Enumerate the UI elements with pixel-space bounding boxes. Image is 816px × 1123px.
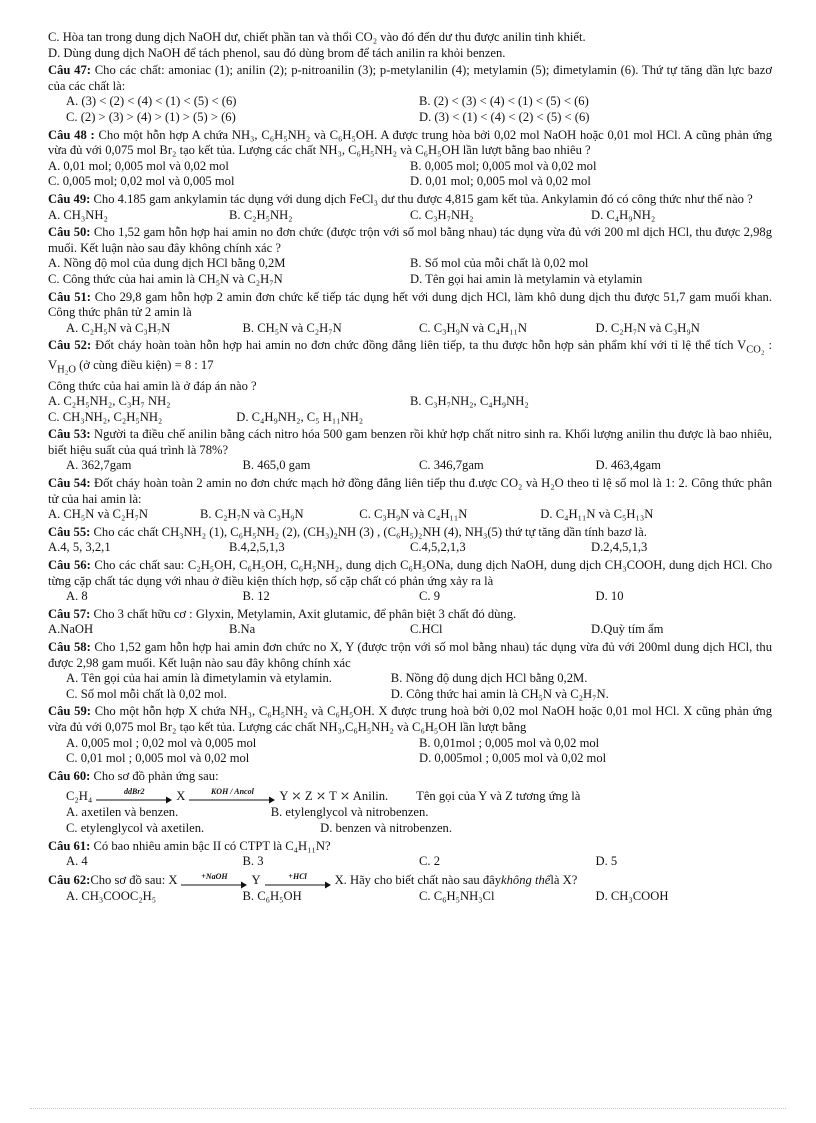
answer-b: B. 12	[242, 589, 270, 604]
answer-b: B. 3	[242, 854, 264, 869]
reaction-arrow	[189, 787, 275, 804]
question-text: Người ta điều chế anilin bằng cách nitro hóa 500 gam benzen rồi khử hợp chất nitro sinh ra. Khối lượng anilin thu được là bao nhiêu, biết hiệu suất của quá trình là 78%?	[48, 427, 773, 457]
question-text: Cho các chất sau: C₂H₅OH, C₆H₅OH, C₆H₅NH₂, dung dịch C₆H₅ONa, dung dịch NaOH, dung dịch CH₃COOH, dung dịch HCl. Cho từng cặp chất tác dụng với nhau ở điều kiện thích hợp, số cặp chất có phản ứng xảy ra là	[48, 558, 772, 588]
answer-row	[48, 394, 772, 410]
question-label: Câu 52:	[48, 338, 92, 353]
reaction-arrow	[96, 787, 172, 804]
answer-row	[48, 110, 772, 126]
answer-d: D. Công thức hai amin là CH₅N và C₂H₇N.	[390, 686, 609, 701]
answer-d: D. 10	[595, 589, 624, 604]
question-label: Câu 59:	[48, 704, 91, 719]
answer-row	[48, 671, 772, 687]
answer-row	[48, 805, 772, 821]
question-48	[48, 128, 772, 159]
answer-row	[48, 159, 772, 175]
arrow-right-icon	[189, 796, 275, 804]
question-label: Câu 48 :	[48, 127, 95, 142]
answer-c: C. Công thức của hai amin là CH₅N và C₂H₇N	[48, 271, 283, 286]
scheme-y: Y	[251, 873, 261, 888]
question-label: Câu 55:	[48, 524, 91, 539]
answer-b: B. etylenglycol và nitrobenzen.	[270, 805, 429, 820]
answer-a: A. C₂H₅N và C₃H₇N	[66, 320, 171, 335]
answer-row	[48, 889, 772, 905]
answer-d: D. C₂H₇N và C₃H₉N	[595, 320, 700, 335]
question-58	[48, 640, 772, 671]
answer-row	[48, 321, 772, 337]
answer-a: A. 0,005 mol ; 0,02 mol và 0,005 mol	[66, 735, 257, 750]
answer-a: A. 0,01 mol; 0,005 mol và 0,02 mol	[48, 158, 229, 173]
question-text: Công thức của hai amin là ở đáp án nào ?	[48, 378, 257, 393]
question-text: Cho 4.185 gam ankylamin tác dụng với dung dịch FeCl₃ dư thu được 4,815 gam kết tủa. Ankylamin đó có công thức như thế nào ?	[90, 191, 753, 206]
question-54	[48, 476, 772, 507]
question-text: Cho các chất CH₃NH₂ (1), C₆H₅NH₂ (2), (CH₃)₂NH (3) , (C₆H₅)₂NH (4), NH₃(5) thứ tự tăng dần tính bazơ là.	[90, 524, 647, 539]
answer-c: C. C₃H₇NH₂	[410, 207, 474, 222]
question-label: Câu 51:	[48, 289, 91, 304]
question-57	[48, 607, 772, 623]
option-text: C. Hòa tan trong dung dịch NaOH dư, chiết phần tan và thổi CO₂ vào đó đến dư thu được anilin tinh khiết.	[48, 30, 586, 44]
question-text: Cho 1,52 gam hỗn hợp hai amin no đơn chức (được trộn với số mol bằng nhau) tác dụng vừa đủ với 200 ml dịch HCl, thu được 2,98g muối. Kết luận nào sau đây không chính xác ?	[48, 225, 772, 255]
answer-a: A. (3) < (2) < (4) < (1) < (5) < (6)	[66, 94, 237, 109]
answer-a: A.NaOH	[48, 622, 94, 637]
answer-row	[48, 736, 772, 752]
answer-a: A. 8	[66, 589, 88, 604]
arrow-label: +HCl	[288, 871, 307, 881]
question-label: Câu 58:	[48, 640, 91, 654]
question-text: Cho các chất: amoniac (1); anilin (2); p-nitroanilin (3); p-metylanilin (4); metylamin (5); đimetylamin (6). Thứ tự tăng dần lực bazơ của các chất là:	[48, 63, 772, 93]
answer-d: D. 0,005mol ; 0,005 mol và 0,02 mol	[419, 751, 607, 766]
answer-b: B. CH₅N và C₂H₇N	[242, 320, 342, 335]
option-text: D. Dùng dung dịch NaOH để tách phenol, sau đó dùng brom để tách anilin ra khỏi benzen.	[48, 45, 506, 60]
reaction-arrow	[265, 872, 331, 889]
question-label: Câu 62:	[48, 873, 91, 888]
answer-c: C. C₆H₅NH₃Cl	[419, 888, 495, 903]
answer-d: D. 5	[595, 854, 618, 869]
answer-c: C. 0,005 mol; 0,02 mol và 0,005 mol	[48, 174, 235, 189]
arrow-label: +NaOH	[201, 871, 228, 881]
arrow-label: KOH / Ancol	[210, 787, 254, 797]
answer-row	[48, 751, 772, 767]
answer-row	[48, 272, 772, 288]
answer-c: C. Số mol mỗi chất là 0,02 mol.	[66, 686, 227, 701]
question-label: Câu 50:	[48, 225, 91, 240]
answer-c: C. (2) > (3) > (4) > (1) > (5) > (6)	[66, 109, 236, 124]
document-page	[48, 30, 772, 904]
question-text: Tên gọi của Y và Z tương ứng là	[416, 788, 581, 803]
question-text: (ở cùng điều kiện) = 8 : 17	[75, 358, 214, 373]
arrow-label: ddBr2	[124, 787, 145, 797]
question-55	[48, 525, 772, 541]
question-51	[48, 290, 772, 321]
answer-row	[48, 458, 772, 474]
question-label: Câu 53:	[48, 427, 91, 442]
answer-c: C. 0,01 mol ; 0,005 mol và 0,02 mol	[66, 751, 250, 766]
answer-d: D. C₄H₉NH₂	[591, 207, 656, 222]
question-text: Cho 1,52 gam hỗn hợp hai amin đơn chức no X, Y (được trộn với số mol bằng nhau) tác dụng vừa đủ với 200ml dung dịch HCl, thu được 2,98 gam muối. Kết luận nào sau đây không chính xác	[48, 640, 772, 670]
answer-row	[48, 854, 772, 870]
scheme-rest: Y ⤫ Z ⤫ T ⤫ Anilin.	[279, 788, 389, 803]
question-text: Cho một hỗn hợp A chứa NH₃, C₆H₅NH₂ và C₆H₅OH. A được trung hòa bởi 0,02 mol NaOH hoặc 0,01 mol HCl. A cũng phản ứng vừa đủ với 0,075 mol Br₂ tạo kết tủa. Lượng các chất NH₃, C₆H₅NH₂ và C₆H₅OH lần lượt bằng bao nhiêu ?	[48, 127, 772, 158]
question-label: Câu 54:	[48, 476, 91, 491]
question-53	[48, 427, 772, 458]
answer-b: B. 0,005 mol; 0,005 mol và 0,02 mol	[410, 158, 597, 173]
answer-a: A. axetilen và benzen.	[66, 805, 179, 820]
question-text: X. Hãy cho biết chất nào sau đây	[334, 873, 502, 888]
scheme-x: X	[176, 788, 186, 803]
question-61	[48, 839, 772, 855]
emphasis-text: không thể	[501, 873, 551, 888]
scheme-start: C₂H₄	[66, 788, 93, 803]
question-text: Cho sơ đồ sau: X	[90, 873, 178, 888]
answer-a: A. CH₃COOC₂H₅	[66, 888, 157, 903]
question-62	[48, 872, 772, 889]
question-59	[48, 704, 772, 735]
answer-c: C.HCl	[410, 622, 443, 637]
question-label: Câu 56:	[48, 558, 91, 573]
question-56	[48, 558, 772, 589]
answer-b: B. 465,0 gam	[242, 458, 311, 473]
answer-a: A. C₂H₅NH₂, C₃H₇ NH₂	[48, 394, 171, 409]
answer-row	[48, 208, 772, 224]
answer-b: B. Nồng độ dung dịch HCl bằng 0,2M.	[390, 671, 588, 686]
answer-c: C.4,5,2,1,3	[410, 540, 466, 555]
question-60	[48, 769, 772, 785]
question-label: Câu 49:	[48, 191, 91, 206]
arrow-right-icon	[181, 881, 247, 889]
answer-row	[48, 622, 772, 638]
answer-d: D.2,4,5,1,3	[591, 540, 648, 555]
answer-b: B. C₃H₇NH₂, C₄H₉NH₂	[410, 394, 529, 409]
answer-d: D. C₄H₁₁N và C₅H₁₃N	[540, 507, 654, 522]
question-text: Cho 3 chất hữu cơ : Glyxin, Metylamin, Axit glutamic, để phân biệt 3 chất đó dùng.	[90, 606, 517, 621]
answer-d: D. C₄H₉NH₂, C₅ H₁₁NH₂	[236, 409, 364, 424]
question-label: Câu 60:	[48, 768, 91, 783]
answer-c: C. etylenglycol và axetilen.	[66, 820, 205, 835]
answer-row	[48, 687, 772, 703]
answer-c: C. 9	[419, 589, 440, 604]
answer-c: C. C₃H₉N và C₄H₁₁N	[419, 320, 528, 335]
answer-d: D. CH₃COOH	[595, 888, 669, 903]
question-text: Đốt cháy hoàn toàn hỗn hợp hai amin no đơn chức đồng đẳng liên tiếp, ta thu được hỗn hợp sản phẩm khí với tỉ lệ thể tích V	[91, 338, 747, 353]
footer-divider	[30, 1108, 786, 1109]
answer-row	[48, 174, 772, 190]
answer-d: D. (3) < (1) < (4) < (2) < (5) < (6)	[419, 109, 590, 124]
answer-b: B. 0,01mol ; 0,005 mol và 0,02 mol	[419, 735, 600, 750]
answer-d: D. 0,01 mol; 0,005 mol và 0,02 mol	[410, 174, 591, 189]
answer-c: C. 2	[419, 854, 440, 869]
question-50	[48, 225, 772, 256]
answer-b: B. C₆H₅OH	[242, 888, 302, 903]
answer-row	[48, 821, 772, 837]
answer-a: A. 362,7gam	[66, 458, 132, 473]
answer-a: A. CH₅N và C₂H₇N	[48, 507, 148, 522]
question-49	[48, 192, 772, 208]
question-label: Câu 57:	[48, 606, 91, 621]
answer-c: C. C₃H₉N và C₄H₁₁N	[359, 507, 468, 522]
answer-row	[48, 507, 772, 523]
answer-c: C. CH₃NH₂, C₂H₅NH₂	[48, 409, 163, 424]
answer-b: B.4,2,5,1,3	[229, 540, 285, 555]
question-text: Đốt cháy hoàn toàn 2 amin no đơn chức mạch hở đồng đẳng liên tiếp thu đ.ược CO₂ và H₂O theo tỉ lệ số mol là 1: 2. Công thức phân tử của hai amin là:	[48, 476, 772, 506]
answer-row	[48, 589, 772, 605]
question-label: Câu 61:	[48, 838, 91, 853]
answer-row	[48, 94, 772, 110]
answer-b: B.Na	[229, 622, 256, 637]
answer-row	[48, 410, 772, 426]
answer-a: A. 4	[66, 854, 88, 869]
question-text: Có bao nhiêu amin bậc II có CTPT là C₄H₁₁N?	[90, 838, 331, 853]
arrow-right-icon	[96, 796, 172, 804]
reaction-arrow	[181, 872, 247, 889]
answer-b: B. C₂H₅NH₂	[229, 207, 293, 222]
answer-b: B. (2) < (3) < (4) < (1) < (5) < (6)	[419, 94, 589, 109]
question-52: Câu 52: Đốt cháy hoàn toàn hỗn hợp hai amin no đơn chức đồng đẳng liên tiếp, ta thu được hỗn hợp sản phẩm khí với tỉ lệ thể tích $V_{CO_2}$ : $V_{H_2O}$ (ở cùng điều kiện) = 8 : 17	[48, 338, 772, 376]
answer-d: D. 463,4gam	[595, 458, 661, 473]
question-label: Câu 47:	[48, 63, 91, 78]
question-text: Cho sơ đồ phản ứng sau:	[90, 768, 219, 783]
reaction-scheme	[66, 787, 772, 804]
arrow-right-icon	[265, 881, 331, 889]
answer-a: A. CH₃NH₂	[48, 207, 108, 222]
answer-a: A. Tên gọi của hai amin là đimetylamin và etylamin.	[66, 671, 332, 686]
question-text: Cho một hỗn hợp X chứa NH₃, C₆H₅NH₂ và C₆H₅OH. X được trung hoà bởi 0,02 mol NaOH hoặc 0,01 mol HCl. X cũng phản ứng vừa đủ với 0,075 mol Br₂ tạo kết tủa. Lượng các chất NH₃,C₆H₅NH₂ và C₆H₅OH lần lượt bằng	[48, 704, 772, 734]
answer-d: D. benzen và nitrobenzen.	[320, 820, 452, 835]
answer-c: C. 346,7gam	[419, 458, 484, 473]
question-text: là X?	[550, 873, 578, 888]
answer-a: A.4, 5, 3,2,1	[48, 540, 111, 555]
answer-b: B. Số mol của mỗi chất là 0,02 mol	[410, 256, 589, 271]
answer-a: A. Nồng độ mol của dung dịch HCl bằng 0,2M	[48, 256, 286, 271]
answer-row	[48, 256, 772, 272]
answer-b: B. C₂H₇N và C₃H₉N	[200, 507, 304, 522]
question-47	[48, 63, 772, 94]
answer-d: D. Tên gọi hai amin là metylamin và etylamin	[410, 271, 643, 286]
answer-d: D.Quỳ tím ẩm	[591, 622, 664, 637]
answer-row	[48, 540, 772, 556]
question-text: Cho 29,8 gam hỗn hợp 2 amin đơn chức kế tiếp tác dụng hết với dung dịch HCl, làm khô dung dịch thu được 51,7 gam muối khan. Công thức phân tử 2 amin là	[48, 289, 772, 320]
